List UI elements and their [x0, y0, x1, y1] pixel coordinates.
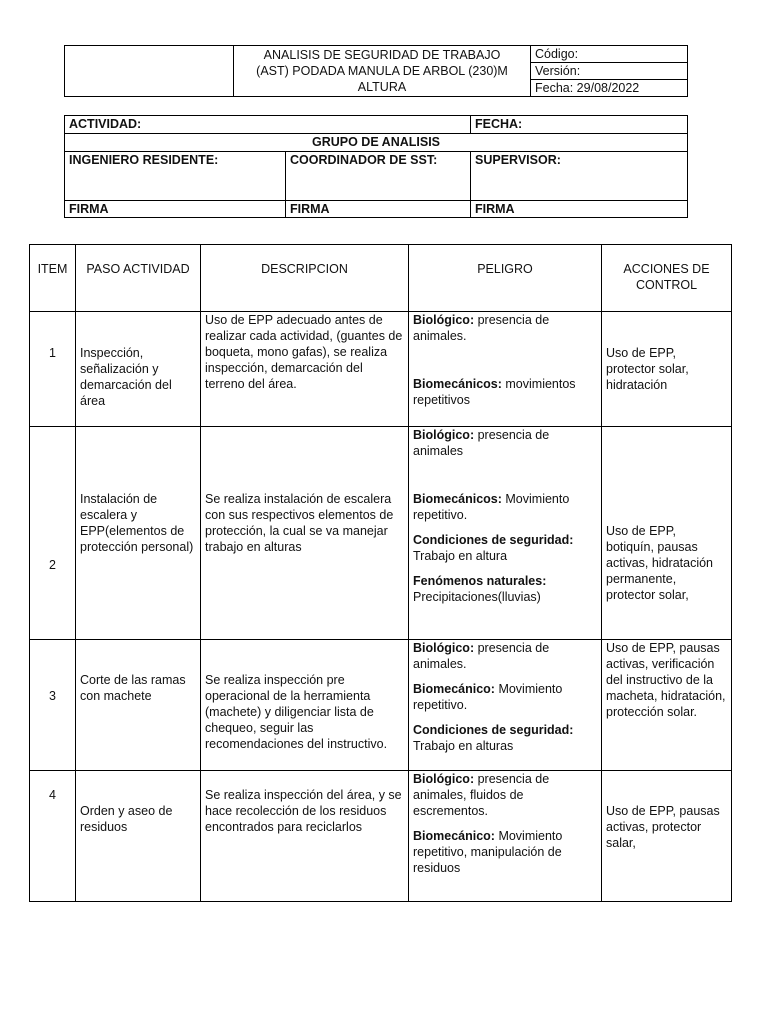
peligro-text: Trabajo en altura	[413, 549, 508, 563]
peligro-text: presencia de animales.	[413, 641, 550, 671]
descripcion: Se realiza inspección del área, y se hace recolección de los residuos encontrados para reciclarlos	[201, 771, 409, 902]
peligro-label: Biológico:	[413, 772, 475, 786]
peligro-label: Biomecánicos:	[413, 492, 502, 506]
firma-supervisor: FIRMA	[471, 201, 688, 218]
item-number: 2	[30, 427, 76, 640]
title-line-3: ALTURA	[357, 80, 407, 94]
peligro-label: Biológico:	[413, 641, 475, 655]
item-number: 1	[30, 312, 76, 427]
peligro-text: Movimiento repetitivo.	[413, 682, 563, 712]
peligro-text: presencia de animales	[413, 428, 550, 458]
table-header-row	[30, 245, 732, 312]
peligro-list	[409, 771, 602, 902]
document-title	[234, 46, 531, 97]
codigo-field: Código:	[531, 46, 688, 63]
ingeniero-residente-label: INGENIERO RESIDENTE:	[65, 152, 286, 201]
table-row	[30, 640, 732, 771]
descripcion: Uso de EPP adecuado antes de realizar cada actividad, (guantes de boqueta, mono gafas), se realiza inspección, demarcación del terreno del área.	[201, 312, 409, 427]
descripcion: Se realiza inspección pre operacional de la herramienta (machete) y diligenciar lista de chequeo, seguir las recomendaciones del instructivo.	[201, 640, 409, 771]
coordinador-sst-label: COORDINADOR DE SST:	[286, 152, 471, 201]
peligro-text: Precipitaciones(lluvias)	[413, 590, 541, 604]
peligro-text: Movimiento repetitivo.	[413, 492, 570, 522]
title-line-1: ANALISIS DE SEGURIDAD DE TRABAJO	[263, 48, 501, 62]
grupo-analisis-heading: GRUPO DE ANALISIS	[65, 134, 688, 152]
peligro-label: Biológico:	[413, 313, 475, 327]
col-acciones-control: ACCIONES DE CONTROL	[602, 245, 732, 312]
descripcion: Se realiza instalación de escalera con sus respectivos elementos de protección, la cual se va manejar trabajo en alturas	[201, 427, 409, 640]
logo-cell	[65, 46, 234, 97]
peligro-label: Fenómenos naturales:	[413, 574, 547, 588]
supervisor-label: SUPERVISOR:	[471, 152, 688, 201]
risk-analysis-table	[29, 244, 732, 902]
version-field: Versión:	[531, 63, 688, 80]
table-row	[30, 771, 732, 902]
peligro-text: Movimiento repetitivo, manipulación de residuos	[413, 829, 563, 875]
acciones-control: Uso de EPP, protector solar, hidratación	[602, 312, 732, 427]
paso-actividad: Corte de las ramas con machete	[76, 640, 201, 771]
fecha-field: Fecha: 29/08/2022	[531, 80, 688, 97]
paso-actividad: Instalación de escalera y EPP(elementos de protección personal)	[76, 427, 201, 640]
peligro-list	[409, 312, 602, 427]
fecha-label: FECHA:	[471, 116, 688, 134]
peligro-list	[409, 640, 602, 771]
peligro-label: Condiciones de seguridad:	[413, 533, 574, 547]
actividad-label: ACTIVIDAD:	[65, 116, 471, 134]
table-row	[30, 312, 732, 427]
item-number: 3	[30, 640, 76, 771]
table-row	[30, 427, 732, 640]
acciones-control: Uso de EPP, botiquín, pausas activas, hidratación permanente, protector solar,	[602, 427, 732, 640]
col-item: ITEM	[30, 245, 76, 312]
peligro-label: Biomecánicos:	[413, 377, 502, 391]
peligro-text: Trabajo en alturas	[413, 739, 514, 753]
col-peligro: PELIGRO	[409, 245, 602, 312]
peligro-text: presencia de animales.	[413, 313, 550, 343]
peligro-list	[409, 427, 602, 640]
analysis-group-table	[64, 115, 688, 218]
col-paso-actividad: PASO ACTIVIDAD	[76, 245, 201, 312]
firma-ingeniero: FIRMA	[65, 201, 286, 218]
title-line-2: (AST) PODADA MANULA DE ARBOL (230)M	[256, 64, 508, 78]
peligro-text: presencia de animales, fluidos de escrementos.	[413, 772, 550, 818]
col-descripcion: DESCRIPCION	[201, 245, 409, 312]
peligro-label: Biomecánico:	[413, 682, 495, 696]
peligro-label: Biológico:	[413, 428, 475, 442]
firma-coordinador: FIRMA	[286, 201, 471, 218]
acciones-control: Uso de EPP, pausas activas, protector salar,	[602, 771, 732, 902]
acciones-control: Uso de EPP, pausas activas, verificación del instructivo de la macheta, hidratación, protección solar.	[602, 640, 732, 771]
paso-actividad: Inspección, señalización y demarcación del área	[76, 312, 201, 427]
peligro-label: Biomecánico:	[413, 829, 495, 843]
peligro-text: movimientos repetitivos	[413, 377, 576, 407]
paso-actividad: Orden y aseo de residuos	[76, 771, 201, 902]
item-number: 4	[30, 771, 76, 902]
peligro-label: Condiciones de seguridad:	[413, 723, 574, 737]
document-header	[64, 45, 688, 97]
